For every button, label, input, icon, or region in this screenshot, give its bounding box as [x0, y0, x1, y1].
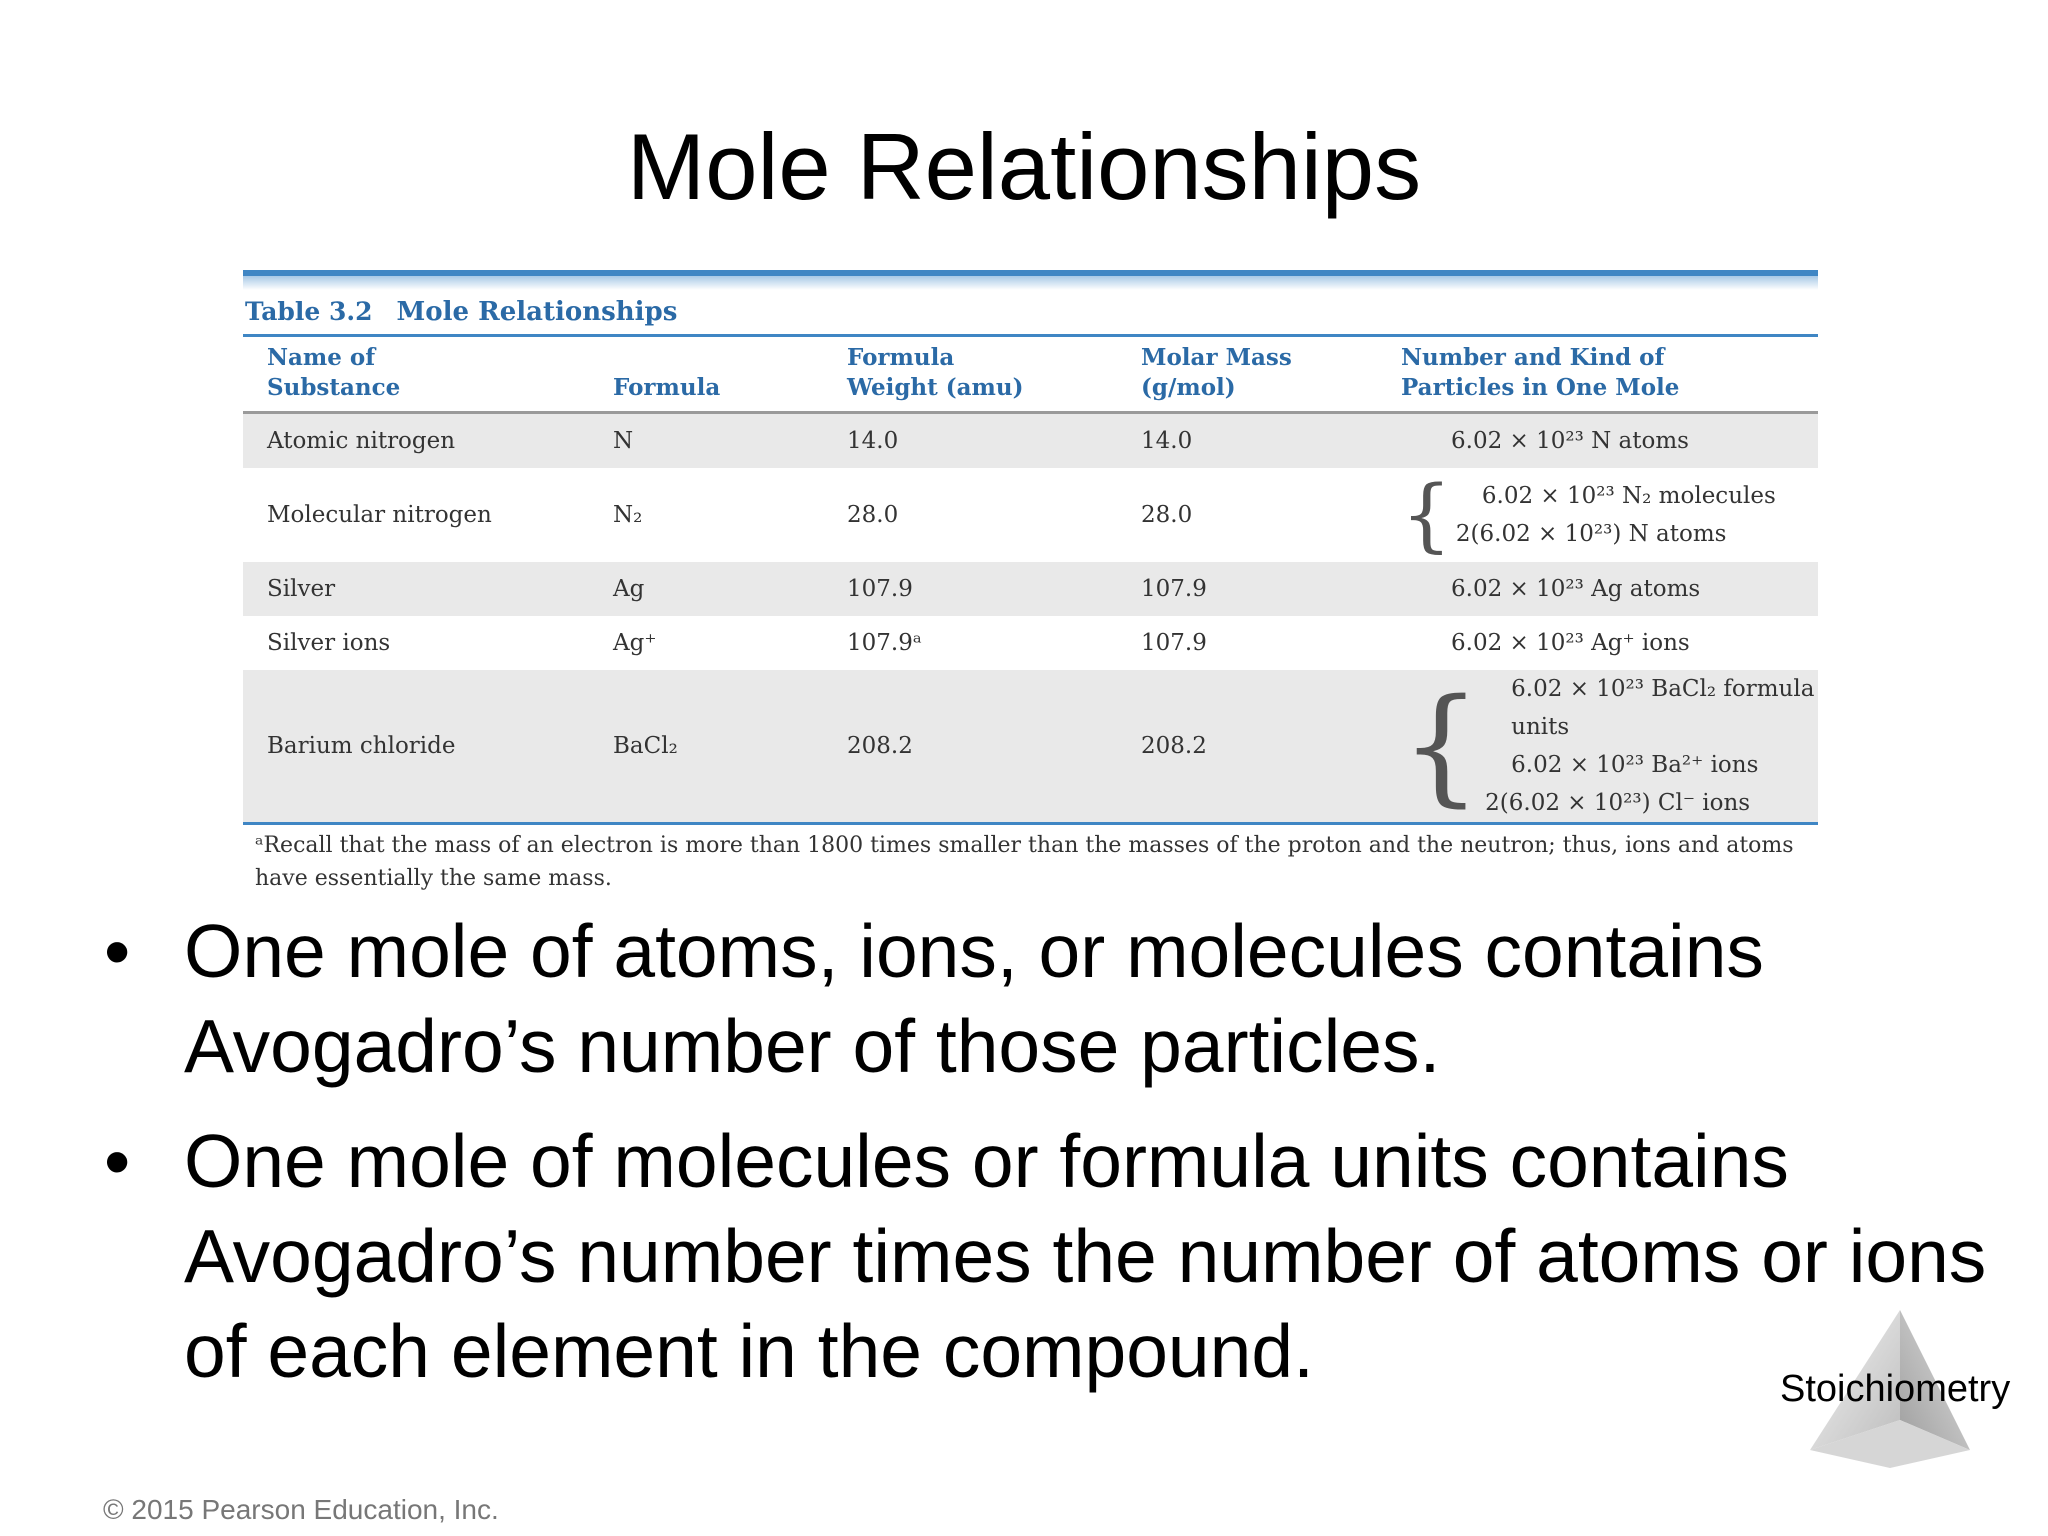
- copyright-text: © 2015 Pearson Education, Inc.: [103, 1494, 499, 1525]
- cell-weight: 107.9: [823, 562, 1117, 616]
- bullet-list: [104, 904, 2004, 1419]
- cell-particles: [1377, 562, 1818, 616]
- cell-name: Barium chloride: [243, 670, 589, 822]
- particle-line: 6.02 × 10²³ Ba²⁺ ions: [1511, 752, 1759, 778]
- particle-line: 6.02 × 10²³ Ag⁺ ions: [1451, 630, 1690, 656]
- cell-molar-mass: 28.0: [1141, 502, 1193, 528]
- cell-molar-mass: 14.0: [1117, 414, 1377, 468]
- table-top-gradient: [243, 276, 1818, 290]
- cell-formula: BaCl₂: [589, 670, 823, 822]
- cell-molar-mass: 208.2: [1117, 670, 1377, 822]
- table-row: [243, 670, 1818, 822]
- cell-weight: 107.9ᵃ: [847, 630, 922, 656]
- brace-icon: {: [1401, 468, 1452, 561]
- logo-label: Stoichiometry: [1780, 1368, 2011, 1410]
- cell-molar-mass: 107.9: [1117, 562, 1377, 616]
- mole-relationships-table: [243, 270, 1818, 895]
- table-header-row: [243, 337, 1818, 411]
- cell-formula: Ag: [589, 562, 823, 616]
- cell-weight: 14.0: [823, 414, 1117, 468]
- header-particles: Number and Kind of Particles in One Mole: [1401, 344, 1680, 401]
- brace-icon: {: [1401, 672, 1482, 819]
- cell-particles: [1377, 670, 1818, 822]
- cell-formula: Ag⁺: [613, 630, 657, 656]
- cell-weight: 28.0: [847, 502, 899, 528]
- particle-line: 2(6.02 × 10²³) N atoms: [1455, 521, 1727, 547]
- table-caption: [243, 290, 1818, 334]
- bullet-icon: •: [104, 1119, 131, 1203]
- cell-particles: [1377, 468, 1818, 562]
- bullet-text: One mole of atoms, ions, or molecules contains Avogadro’s number of those particles.: [184, 909, 1764, 1088]
- cell-name: Silver: [243, 562, 589, 616]
- cell-name: Molecular nitrogen: [267, 502, 492, 528]
- table-row: [243, 616, 1818, 670]
- table-number: Table 3.2: [245, 297, 373, 326]
- cell-name: Silver ions: [267, 630, 391, 656]
- bullet-text: One mole of molecules or formula units contains Avogadro’s number times the number of atoms or ions of each element in the compound.: [184, 1119, 1987, 1393]
- header-formula: Formula: [613, 374, 721, 401]
- bullet-item: [104, 1114, 2004, 1399]
- data-table: [243, 337, 1818, 822]
- header-weight: Formula Weight (amu): [847, 344, 1024, 401]
- cell-name: Atomic nitrogen: [243, 414, 589, 468]
- slide-title: Mole Relationships: [626, 114, 1422, 219]
- particle-line: 6.02 × 10²³ N atoms: [1451, 428, 1689, 454]
- cell-particles: [1377, 616, 1818, 670]
- cell-weight: 208.2: [823, 670, 1117, 822]
- table-row: [243, 468, 1818, 562]
- table-row: [243, 414, 1818, 468]
- header-name: Name of Substance: [267, 344, 401, 401]
- cell-formula: N₂: [613, 502, 643, 528]
- cell-formula: N: [589, 414, 823, 468]
- cell-molar-mass: 107.9: [1141, 630, 1207, 656]
- particle-line: 6.02 × 10²³ N₂ molecules: [1481, 483, 1776, 509]
- cell-particles: [1377, 414, 1818, 468]
- header-molar-mass: Molar Mass (g/mol): [1141, 344, 1292, 401]
- particle-line: 2(6.02 × 10²³) Cl⁻ ions: [1485, 790, 1751, 816]
- table-footnote: ᵃRecall that the mass of an electron is more than 1800 times smaller than the masses of the proton and the neutron; thus, ions and atoms have essentially the same mass.: [255, 833, 1794, 891]
- particle-line: 6.02 × 10²³ BaCl₂ formula units: [1511, 676, 1815, 740]
- table-row: [243, 562, 1818, 616]
- bullet-item: [104, 904, 2004, 1094]
- bullet-icon: •: [104, 909, 131, 993]
- particle-line: 6.02 × 10²³ Ag atoms: [1451, 576, 1701, 602]
- table-caption-text: Mole Relationships: [396, 297, 678, 327]
